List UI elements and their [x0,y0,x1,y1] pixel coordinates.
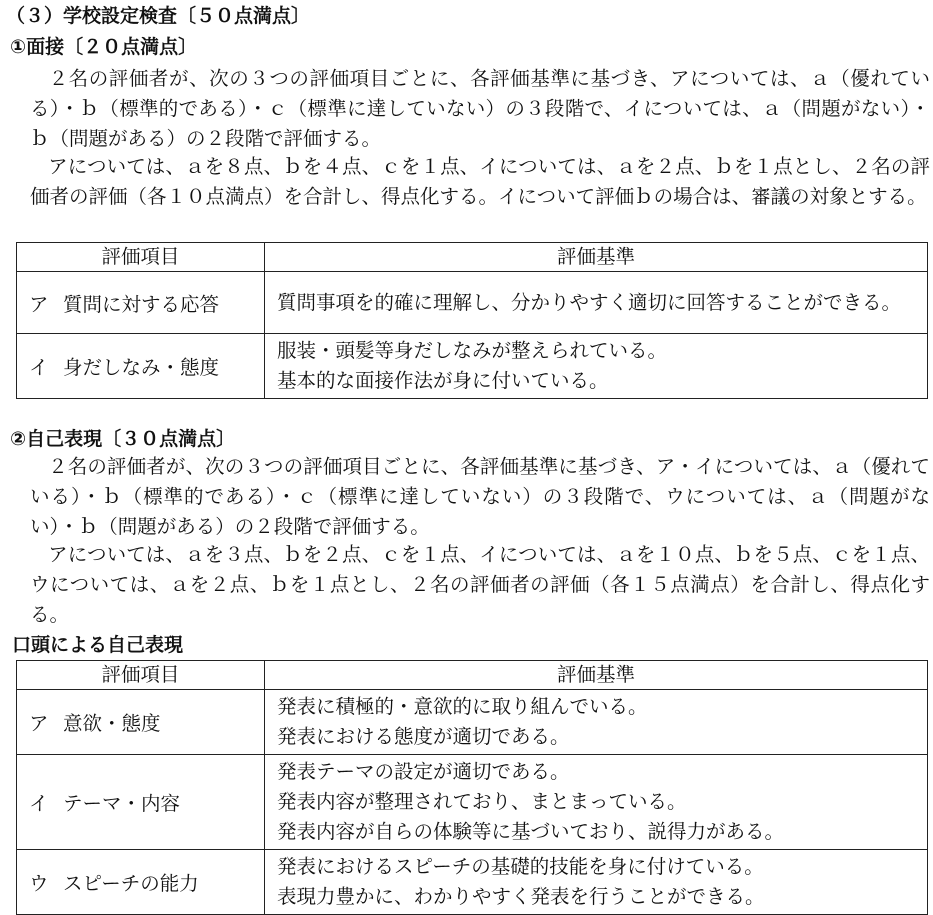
criteria-line: 発表テーマの設定が適切である。 [277,760,570,783]
table-row [17,755,928,850]
criteria-line: 発表内容が整理されており、まとまっている。 [277,790,687,813]
item-label: 身だしなみ・態度 [63,356,220,379]
self-expression-paragraph-2 [30,540,930,630]
item-mark: イ [29,792,49,815]
self-expression-row-2-item [17,755,265,850]
self-expression-row-2-criteria [265,755,928,850]
self-expression-title: ②自己表現〔３０点満点〕 [10,428,236,450]
item-label: 質問に対する応答 [63,292,220,316]
interview-paragraph-2 [30,152,930,212]
criteria-line: 発表におけるスピーチの基礎的技能を身に付けている。 [277,855,764,878]
self-expression-table [16,660,928,915]
interview-table [16,242,928,399]
item-mark: イ [29,356,49,379]
self-expression-row-1-criteria [265,690,928,755]
self-expression-subtitle: 口頭による自己表現 [12,634,184,656]
interview-header-item: 評価項目 [17,243,265,272]
section-title: （３）学校設定検査〔５０点満点〕 [6,5,311,27]
item-mark: ア [29,292,49,316]
criteria-line: 質問事項を的確に理解し、分かりやすく適切に回答することができる。 [277,290,902,314]
interview-header-criteria: 評価基準 [265,243,928,272]
item-label: テーマ・内容 [63,792,181,815]
self-expression-row-3-criteria [265,850,928,915]
self-expression-paragraph-1-text: ２名の評価者が、次の３つの評価項目ごとに、各評価基準に基づき、ア・イについては、ａ（優れている）・ｂ（標準的である）・ｃ（標準に達していない）の３段階で、ウについては、ａ（問題がない）・ｂ（問題がある）の２段階で評価する。 [30,455,930,538]
table-row [17,272,928,334]
self-expression-header-criteria: 評価基準 [265,661,928,690]
self-expression-table-header [17,661,928,690]
item-label: スピーチの能力 [63,872,199,895]
interview-row-1-item [17,272,265,334]
criteria-line: 発表内容が自らの体験等に基づいており、説得力がある。 [277,820,785,843]
interview-table-header [17,243,928,272]
self-expression-row-1-item [17,690,265,755]
interview-row-2-item [17,334,265,399]
table-row [17,690,928,755]
interview-title: ①面接〔２０点満点〕 [10,36,198,58]
interview-row-2-criteria [265,334,928,399]
item-mark: ア [29,712,49,735]
criteria-line: 基本的な面接作法が身に付いている。 [277,369,609,392]
self-expression-paragraph-1 [30,452,930,542]
item-mark: ウ [29,872,49,895]
self-expression-header-item: 評価項目 [17,661,265,690]
interview-paragraph-1-text: ２名の評価者が、次の３つの評価項目ごとに、各評価基準に基づき、アについては、ａ（優れている）・ｂ（標準的である）・ｃ（標準に達していない）の３段階で、イについては、ａ（問題がない）・ｂ（問題がある）の２段階で評価する。 [30,67,930,150]
interview-paragraph-1 [30,64,930,154]
self-expression-row-3-item [17,850,265,915]
interview-paragraph-2-text: アについては、ａを８点、ｂを４点、ｃを１点、イについては、ａを２点、ｂを１点とし、２名の評価者の評価（各１０点満点）を合計し、得点化する。イについて評価ｂの場合は、審議の対象とする。 [30,155,930,208]
criteria-line: 表現力豊かに、わかりやすく発表を行うことができる。 [277,885,765,908]
criteria-line: 発表に積極的・意欲的に取り組んでいる。 [277,695,648,718]
criteria-line: 発表における態度が適切である。 [277,725,570,748]
interview-row-1-criteria [265,272,928,334]
self-expression-paragraph-2-text: アについては、ａを３点、ｂを２点、ｃを１点、イについては、ａを１０点、ｂを５点、ｃを１点、ウについては、ａを２点、ｂを１点とし、２名の評価者の評価（各１５点満点）を合計し、得点化する。 [30,543,930,626]
item-label: 意欲・態度 [63,712,161,735]
table-row [17,334,928,399]
table-row [17,850,928,915]
criteria-line: 服装・頭髪等身だしなみが整えられている。 [277,339,668,362]
